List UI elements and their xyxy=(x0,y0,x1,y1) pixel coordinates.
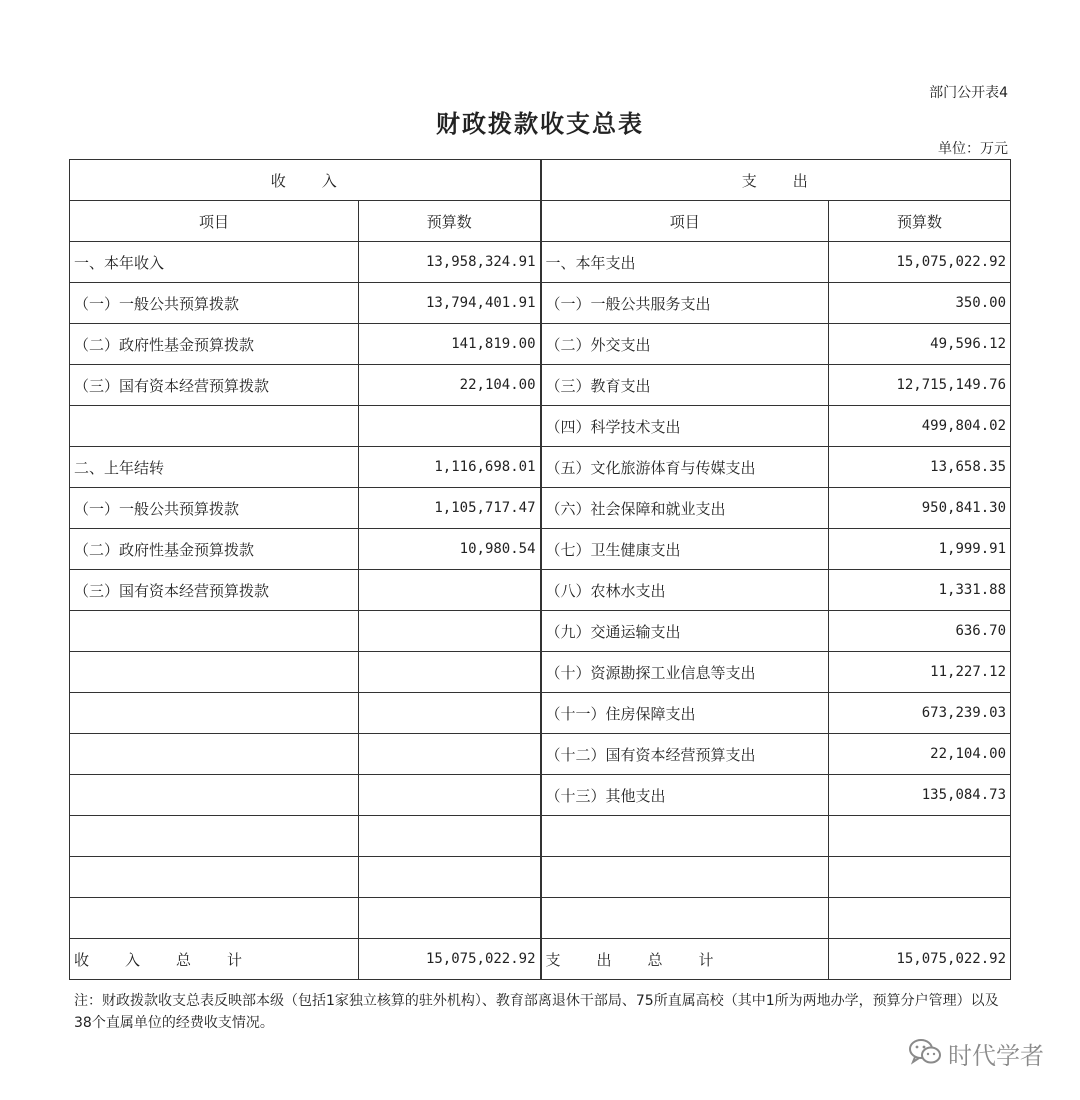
income-item-cell xyxy=(70,611,359,652)
expense-item-cell: （四）科学技术支出 xyxy=(541,406,829,447)
expense-value-cell: 1,331.88 xyxy=(829,570,1011,611)
expense-value-cell: 1,999.91 xyxy=(829,529,1011,570)
income-value-cell: 13,958,324.91 xyxy=(359,242,541,283)
expense-item-cell: （八）农林水支出 xyxy=(541,570,829,611)
expense-value-cell: 49,596.12 xyxy=(829,324,1011,365)
income-item-cell xyxy=(70,406,359,447)
watermark xyxy=(908,1036,1044,1071)
income-value-cell xyxy=(359,406,541,447)
expense-item-cell: 一、本年支出 xyxy=(541,242,829,283)
income-item-header: 项目 xyxy=(70,201,359,242)
table-row xyxy=(70,775,1011,816)
income-value-cell: 141,819.00 xyxy=(359,324,541,365)
footnote: 注：财政拨款收支总表反映部本级（包括1家独立核算的驻外机构）、教育部离退休干部局、75所直属高校（其中1所为两地办学，预算分户管理）以及38个直属单位的经费收支情况。 xyxy=(74,993,999,1031)
income-value-cell: 13,794,401.91 xyxy=(359,283,541,324)
table-row xyxy=(70,242,1011,283)
table-row xyxy=(70,283,1011,324)
table-row xyxy=(70,693,1011,734)
expense-item-cell xyxy=(541,898,829,939)
expense-budget-header: 预算数 xyxy=(829,201,1011,242)
income-value-cell: 1,116,698.01 xyxy=(359,447,541,488)
table-row xyxy=(70,898,1011,939)
income-value-cell xyxy=(359,775,541,816)
table-row xyxy=(70,365,1011,406)
income-value-cell: 22,104.00 xyxy=(359,365,541,406)
expense-value-cell: 350.00 xyxy=(829,283,1011,324)
table-row xyxy=(70,652,1011,693)
column-header-row xyxy=(70,201,1011,242)
totals-row xyxy=(70,939,1011,980)
expense-item-cell: （三）教育支出 xyxy=(541,365,829,406)
table-row xyxy=(70,816,1011,857)
watermark-text: 时代学者 xyxy=(948,1042,1044,1070)
document-code: 部门公开表4 xyxy=(929,85,1008,101)
section-header-row xyxy=(70,160,1011,201)
income-total-label: 收 入 总 计 xyxy=(70,939,359,980)
table-row xyxy=(70,488,1011,529)
expense-item-cell: （五）文化旅游体育与传媒支出 xyxy=(541,447,829,488)
income-value-cell xyxy=(359,857,541,898)
expense-item-cell: （七）卫生健康支出 xyxy=(541,529,829,570)
income-item-cell xyxy=(70,693,359,734)
income-total-value: 15,075,022.92 xyxy=(359,939,541,980)
expense-item-cell: （六）社会保障和就业支出 xyxy=(541,488,829,529)
income-value-cell xyxy=(359,652,541,693)
income-item-cell: （三）国有资本经营预算拨款 xyxy=(70,365,359,406)
income-item-cell: （一）一般公共预算拨款 xyxy=(70,488,359,529)
income-item-cell xyxy=(70,734,359,775)
expense-value-cell xyxy=(829,816,1011,857)
expense-value-cell: 22,104.00 xyxy=(829,734,1011,775)
expense-value-cell xyxy=(829,898,1011,939)
expense-total-value: 15,075,022.92 xyxy=(829,939,1011,980)
table-row xyxy=(70,406,1011,447)
expense-value-cell: 13,658.35 xyxy=(829,447,1011,488)
income-value-cell xyxy=(359,816,541,857)
expense-item-cell: （一）一般公共服务支出 xyxy=(541,283,829,324)
expense-item-cell: （十二）国有资本经营预算支出 xyxy=(541,734,829,775)
income-item-cell: （二）政府性基金预算拨款 xyxy=(70,324,359,365)
expense-value-cell: 636.70 xyxy=(829,611,1011,652)
income-value-cell: 10,980.54 xyxy=(359,529,541,570)
expense-item-cell: （十一）住房保障支出 xyxy=(541,693,829,734)
income-budget-header: 预算数 xyxy=(359,201,541,242)
expense-value-cell xyxy=(829,857,1011,898)
expense-value-cell: 499,804.02 xyxy=(829,406,1011,447)
expense-item-header: 项目 xyxy=(541,201,829,242)
income-item-cell xyxy=(70,857,359,898)
income-value-cell xyxy=(359,611,541,652)
expense-value-cell: 135,084.73 xyxy=(829,775,1011,816)
table-row xyxy=(70,447,1011,488)
table-row xyxy=(70,734,1011,775)
income-item-cell: 一、本年收入 xyxy=(70,242,359,283)
expense-item-cell xyxy=(541,857,829,898)
expense-value-cell: 15,075,022.92 xyxy=(829,242,1011,283)
income-item-cell xyxy=(70,816,359,857)
expense-item-cell: （十）资源勘探工业信息等支出 xyxy=(541,652,829,693)
expense-item-cell: （九）交通运输支出 xyxy=(541,611,829,652)
wechat-icon xyxy=(908,1037,942,1071)
expense-item-cell xyxy=(541,816,829,857)
income-item-cell xyxy=(70,652,359,693)
income-item-cell: 二、上年结转 xyxy=(70,447,359,488)
expense-section-header: 支 出 xyxy=(541,160,1011,201)
table-row xyxy=(70,857,1011,898)
table-row xyxy=(70,611,1011,652)
expense-value-cell: 11,227.12 xyxy=(829,652,1011,693)
income-value-cell xyxy=(359,570,541,611)
income-item-cell: （三）国有资本经营预算拨款 xyxy=(70,570,359,611)
table-row xyxy=(70,570,1011,611)
table-row xyxy=(70,529,1011,570)
income-value-cell: 1,105,717.47 xyxy=(359,488,541,529)
unit-label: 单位：万元 xyxy=(938,141,1008,157)
income-item-cell xyxy=(70,775,359,816)
expense-item-cell: （二）外交支出 xyxy=(541,324,829,365)
expense-value-cell: 950,841.30 xyxy=(829,488,1011,529)
expense-total-label: 支 出 总 计 xyxy=(541,939,829,980)
expense-value-cell: 673,239.03 xyxy=(829,693,1011,734)
income-item-cell: （二）政府性基金预算拨款 xyxy=(70,529,359,570)
income-value-cell xyxy=(359,734,541,775)
income-section-header: 收 入 xyxy=(70,160,541,201)
income-value-cell xyxy=(359,693,541,734)
budget-table xyxy=(69,159,1011,980)
page-title: 财政拨款收支总表 xyxy=(436,110,644,138)
income-value-cell xyxy=(359,898,541,939)
income-item-cell xyxy=(70,898,359,939)
expense-item-cell: （十三）其他支出 xyxy=(541,775,829,816)
income-item-cell: （一）一般公共预算拨款 xyxy=(70,283,359,324)
expense-value-cell: 12,715,149.76 xyxy=(829,365,1011,406)
table-row xyxy=(70,324,1011,365)
